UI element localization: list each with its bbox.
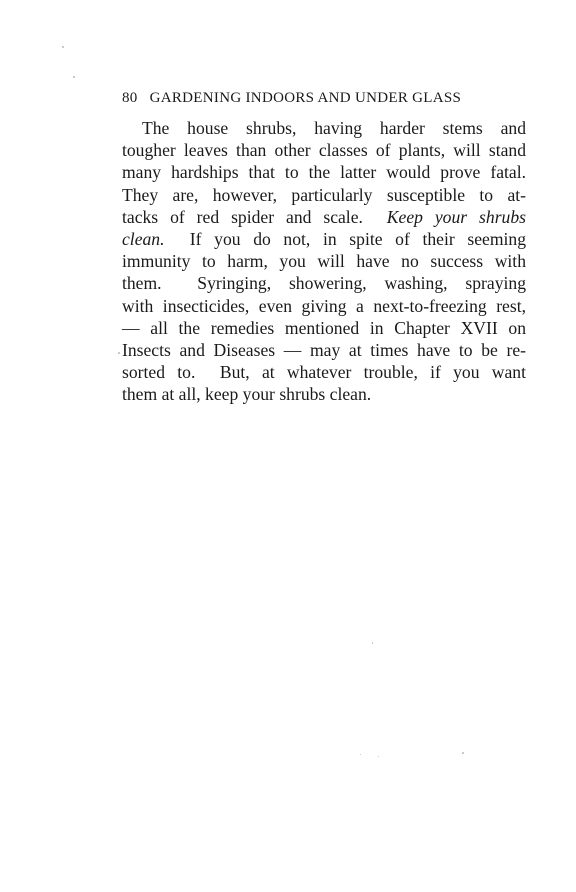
paper-speck	[360, 754, 361, 755]
text-line: sorted to. But, at whatever trouble, if you want	[122, 362, 526, 383]
text-line: Insects and Diseases — may at times have to be re-	[122, 339, 526, 360]
italic-emphasis: clean.	[122, 228, 165, 249]
text-segment: If you do not, in spite of their seeming	[164, 228, 526, 249]
page-number: 80	[122, 90, 138, 106]
text-segment: tacks of red spider and scale.	[122, 206, 387, 227]
running-title: GARDENING INDOORS AND UNDER GLASS	[149, 90, 462, 106]
text-line	[122, 228, 526, 250]
running-header	[122, 90, 526, 107]
text-line: tougher leaves than other classes of plants, will stand	[122, 140, 526, 161]
paper-speck	[118, 352, 120, 354]
text-line: — all the remedies mentioned in Chapter XVII on	[122, 317, 526, 338]
paper-speck	[462, 752, 464, 754]
text-line: them. Syringing, showering, washing, spraying	[122, 273, 526, 294]
italic-emphasis: Keep your shrubs	[386, 206, 526, 227]
text-line: immunity to harm, you will have no success with	[122, 251, 526, 272]
paper-speck	[378, 756, 379, 757]
text-line: many hardships that to the latter would prove fatal.	[122, 162, 526, 183]
paper-speck	[73, 76, 75, 78]
text-line: with insecticides, even giving a next-to-freezing rest,	[122, 295, 526, 316]
text-line: The house shrubs, having harder stems and	[142, 118, 526, 138]
text-line: them at all, keep your shrubs clean.	[122, 384, 372, 405]
text-line: They are, however, particularly susceptible to at-	[122, 184, 526, 205]
paper-speck	[62, 46, 64, 48]
paper-speck	[372, 642, 373, 644]
paragraph	[122, 117, 526, 405]
text-line	[122, 206, 526, 228]
